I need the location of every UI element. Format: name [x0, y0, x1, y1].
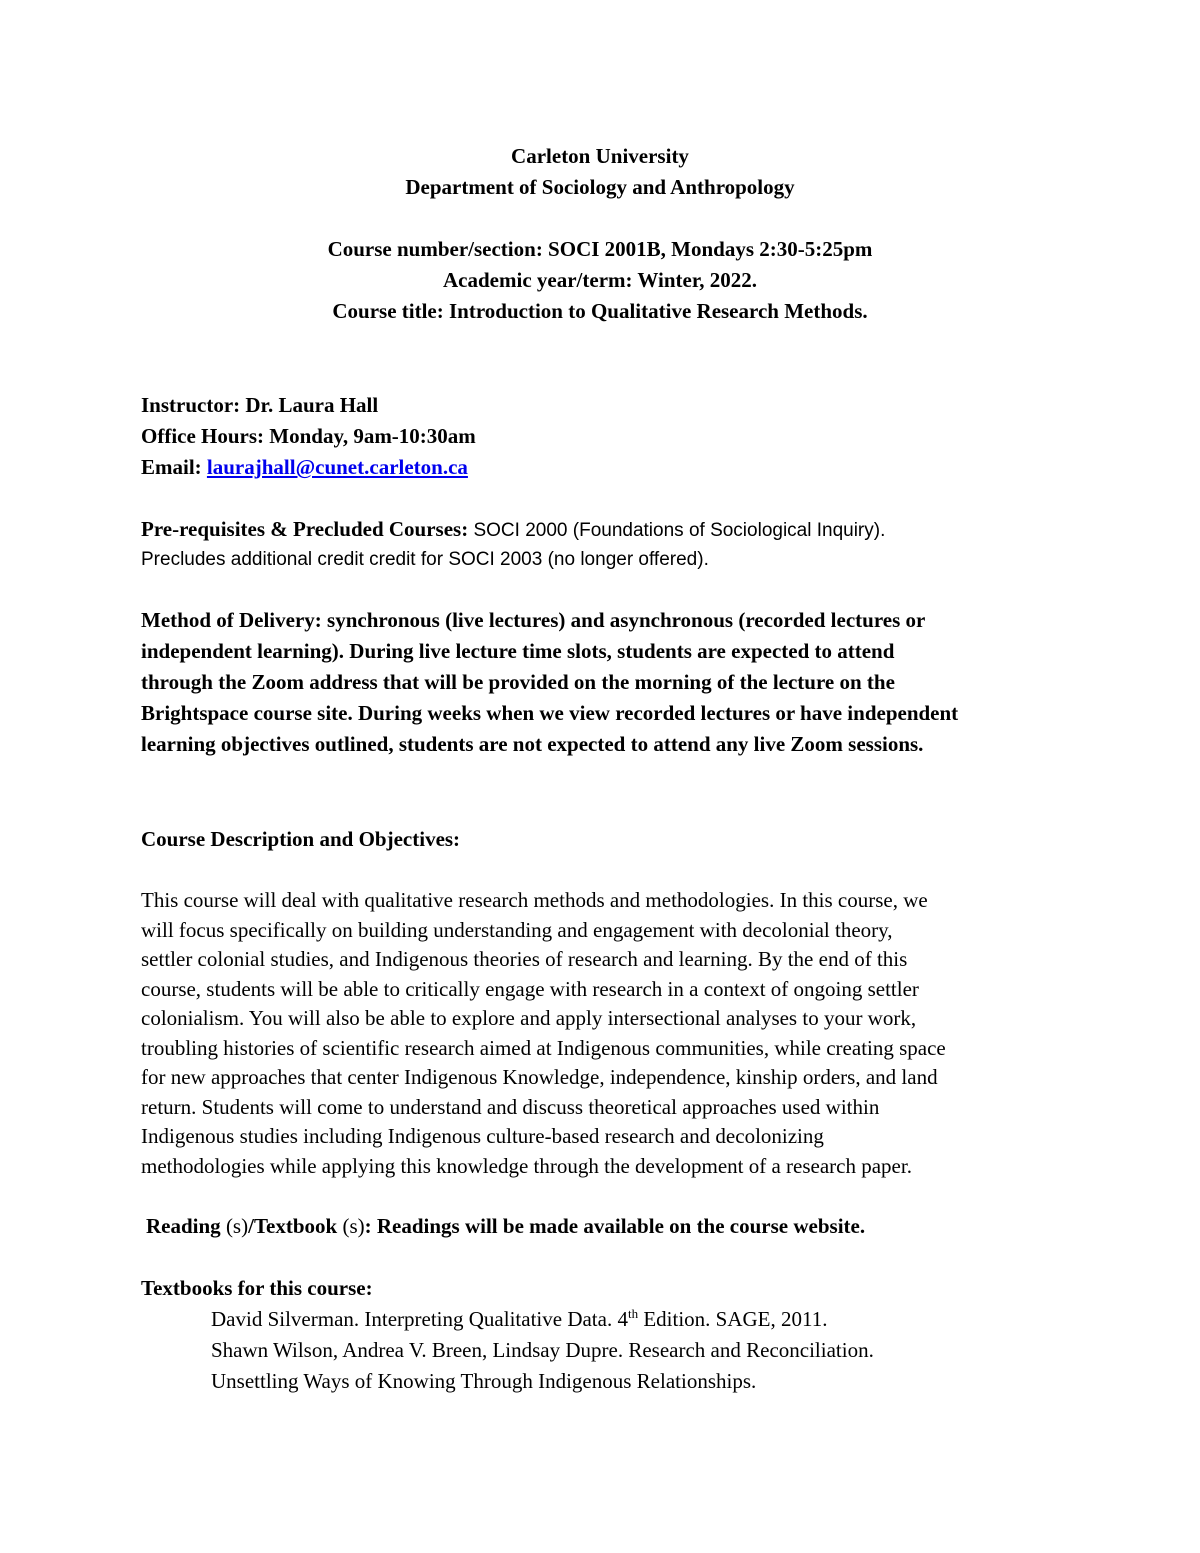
- prerequisites-label: Pre-requisites & Precluded Courses:: [141, 517, 469, 541]
- department-name: Department of Sociology and Anthropology: [405, 175, 795, 199]
- readings-label-b: (s): [225, 1214, 249, 1238]
- textbook-1-title: David Silverman. Interpreting Qualitative Data. 4: [211, 1307, 628, 1331]
- textbook-item: Shawn Wilson, Andrea V. Breen, Lindsay Dupre. Research and Reconciliation.: [211, 1338, 874, 1362]
- description-line: return. Students will come to understand and discuss theoretical approaches used within: [141, 1095, 880, 1119]
- textbooks-heading: Textbooks for this course:: [141, 1276, 373, 1300]
- email-link[interactable]: laurajhall@cunet.carleton.ca: [206, 455, 468, 479]
- description-line: for new approaches that center Indigenous Knowledge, independence, kinship orders, and land: [141, 1065, 938, 1089]
- description-line: course, students will be able to critically engage with research in a context of ongoing settler: [141, 977, 919, 1001]
- textbook-item: [211, 1307, 827, 1331]
- readings-text: : Readings will be made available on the course website.: [364, 1214, 866, 1238]
- delivery-line: learning objectives outlined, students are not expected to attend any live Zoom sessions.: [141, 732, 924, 756]
- email-label: Email:: [141, 455, 207, 479]
- academic-term: Academic year/term: Winter, 2022.: [443, 268, 757, 292]
- delivery-line: Method of Delivery: synchronous (live lectures) and asynchronous (recorded lectures or: [141, 608, 926, 632]
- description-line: settler colonial studies, and Indigenous theories of research and learning. By the end of this: [141, 947, 908, 971]
- course-title: Course title: Introduction to Qualitative Research Methods.: [332, 299, 868, 323]
- description-line: Indigenous studies including Indigenous culture-based research and decolonizing: [141, 1124, 824, 1148]
- description-line: methodologies while applying this knowledge through the development of a research paper.: [141, 1154, 912, 1178]
- textbook-item: Unsettling Ways of Knowing Through Indigenous Relationships.: [211, 1369, 757, 1393]
- readings-label-d: (s): [342, 1214, 365, 1238]
- university-name: Carleton University: [511, 144, 689, 168]
- prerequisites-text: SOCI 2000 (Foundations of Sociological Inquiry).: [468, 520, 886, 541]
- description-line: troubling histories of scientific research aimed at Indigenous communities, while creating space: [141, 1036, 946, 1060]
- textbook-1-superscript: th: [627, 1306, 639, 1321]
- delivery-line: Brightspace course site. During weeks when we view recorded lectures or have independent: [141, 701, 959, 725]
- description-line: colonialism. You will also be able to explore and apply intersectional analyses to your work,: [141, 1006, 917, 1030]
- prerequisites-line-1: [141, 517, 885, 543]
- textbook-1-edition: Edition. SAGE, 2011.: [638, 1307, 828, 1331]
- prerequisites-line-2: Precludes additional credit credit for SOCI 2003 (no longer offered).: [141, 549, 709, 570]
- description-heading: Course Description and Objectives:: [141, 827, 461, 851]
- readings-label-c: /Textbook: [248, 1214, 343, 1238]
- office-hours: Office Hours: Monday, 9am-10:30am: [141, 424, 476, 448]
- description-line: will focus specifically on building understanding and engagement with decolonial theory,: [141, 918, 893, 942]
- delivery-line: through the Zoom address that will be provided on the morning of the lecture on the: [141, 670, 895, 694]
- description-line: This course will deal with qualitative research methods and methodologies. In this course, we: [141, 888, 928, 912]
- email-line: [141, 455, 468, 479]
- delivery-line: independent learning). During live lecture time slots, students are expected to attend: [141, 639, 895, 663]
- instructor-name: Instructor: Dr. Laura Hall: [141, 393, 379, 417]
- readings-line: [146, 1214, 865, 1238]
- readings-label-a: Reading: [146, 1214, 226, 1238]
- course-number: Course number/section: SOCI 2001B, Mondays 2:30-5:25pm: [327, 237, 873, 261]
